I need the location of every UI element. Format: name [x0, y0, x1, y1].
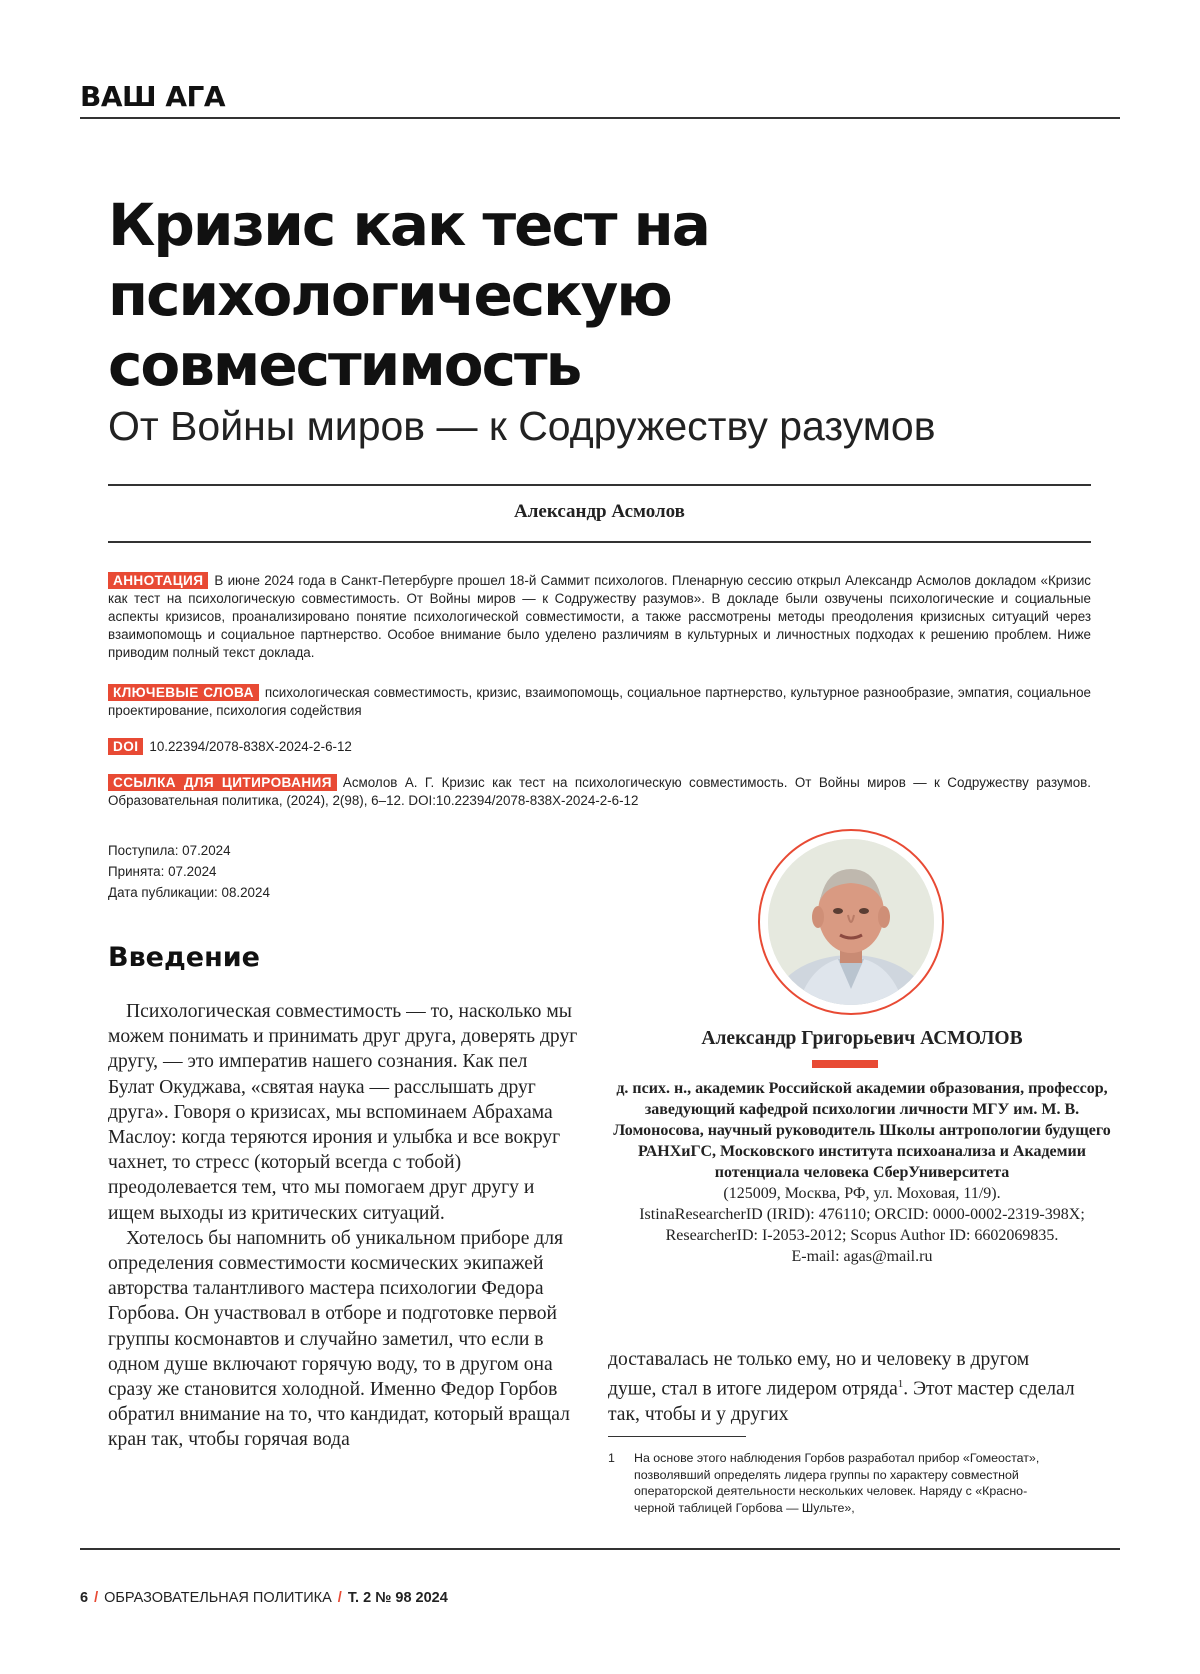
body-column-left	[108, 999, 578, 1453]
journal-name: ОБРАЗОВАТЕЛЬНАЯ ПОЛИТИКА	[104, 1590, 332, 1606]
journal-issue: Т. 2 № 98 2024	[348, 1590, 448, 1606]
footnote-number: 1	[608, 1450, 615, 1467]
body-column-right	[608, 1347, 1078, 1427]
citation-label: ССЫЛКА ДЛЯ ЦИТИРОВАНИЯ	[108, 774, 337, 791]
bio-credentials: д. псих. н., академик Российской академии образования, профессор, заведующий кафедрой психологии личности МГУ им. М. В. Ломоносова, научный руководитель Школы антропологии будущего РАНХиГС, Московского института психоанализа и Академии потенциала человека СберУниверситета	[612, 1078, 1112, 1183]
body-paragraph: Психологическая совместимость — то, насколько мы можем понимать и принимать друг друга, доверять друг другу, — это императив нашего сознания. Как пел Булат Окуджава, «святая наука — расслышать друг друга». Говоря о кризисах, мы вспоминаем Абрахама Маслоу: когда теряются ирония и улыбка и все вокруг чахнет, то стресс (который всегда с тобой) преодолевается тем, что мы помогаем друг другу и ищем выходы из критических ситуаций.	[108, 999, 578, 1226]
page-number: 6	[80, 1590, 88, 1606]
header-divider	[80, 117, 1120, 119]
date-received: Поступила: 07.2024	[108, 840, 270, 861]
bio-details	[612, 1078, 1112, 1267]
section-rubric: ВАШ АГА	[80, 80, 225, 113]
article-author: Александр Асмолов	[108, 501, 1091, 523]
footnote-reference[interactable]: 1	[898, 1378, 904, 1390]
annotation-label: АННОТАЦИЯ	[108, 572, 208, 589]
citation-block	[108, 774, 1091, 810]
bio-accent-bar	[812, 1060, 878, 1068]
keywords-text: психологическая совместимость, кризис, взаимопомощь, социальное партнерство, культурное разнообразие, эмпатия, социальное проектирование, психология содействия	[108, 685, 1091, 718]
citation-text: Асмолов А. Г. Кризис как тест на психологическую совместимость. От Войны миров — к Содружеству разумов. Образовательная политика, (2024), 2(98), 6–12. DOI:10.22394/2078-838X-2024-2-6-12	[108, 775, 1091, 808]
date-accepted: Принята: 07.2024	[108, 861, 270, 882]
body-continued-text: доставалась не только ему, но и человеку в другом душе, стал в итоге лидером отряда	[608, 1349, 1029, 1400]
footer-separator: /	[94, 1590, 98, 1606]
page-footer	[80, 1590, 448, 1606]
dates-block	[108, 840, 270, 903]
article-subtitle: От Войны миров — к Содружеству разумов	[108, 402, 1048, 450]
footnote-divider	[608, 1436, 746, 1437]
keywords-label: КЛЮЧЕВЫЕ СЛОВА	[108, 684, 259, 701]
bio-author-name: Александр Григорьевич АСМОЛОВ	[612, 1028, 1112, 1050]
footnote-text: На основе этого наблюдения Горбов разработал прибор «Гомеостат», позволявший определять лидера группы по характеру совместной операторской деятельности нескольких человек. Наряду с «Красно-черной таблицей Горбова — Шульте»,	[634, 1450, 1068, 1516]
doi-label: DOI	[108, 738, 143, 755]
annotation-block	[108, 572, 1091, 662]
author-portrait	[768, 839, 934, 1005]
doi-text[interactable]: 10.22394/2078-838X-2024-2-6-12	[149, 739, 352, 754]
bio-address: (125009, Москва, РФ, ул. Моховая, 11/9).	[612, 1183, 1112, 1204]
bio-ids: IstinaResearcherID (IRID): 476110; ORCID: 0000-0002-2319-398X; ResearcherID: I-2053-2012; Scopus Author ID: 6602069835.	[612, 1204, 1112, 1246]
body-paragraph: Хотелось бы напомнить об уникальном приборе для определения совместимости космических экипажей авторства талантливого мастера психологии Федора Горбова. Он участвовал в отборе и подготовке первой группы космонавтов и случайно заметил, что если в одном душе включают горячую воду, то в другом она сразу же становится холодной. Именно Федор Горбов обратил внимание на то, что кандидат, который вращал кран так, чтобы горячая вода	[108, 1226, 578, 1453]
author-divider-bottom	[108, 541, 1091, 543]
person-portrait-icon	[768, 839, 934, 1005]
author-divider-top	[108, 484, 1091, 486]
footer-separator: /	[338, 1590, 342, 1606]
article-title: Кризис как тест на психологическую совместимость	[108, 190, 1008, 400]
date-published: Дата публикации: 08.2024	[108, 882, 270, 903]
doi-block	[108, 738, 1091, 756]
body-continued-end: . Этот мастер сделал так, чтобы и у других	[608, 1379, 1075, 1425]
intro-heading: Введение	[108, 942, 260, 973]
annotation-text: В июне 2024 года в Санкт-Петербурге прошел 18-й Саммит психологов. Пленарную сессию открыл Александр Асмолов докладом «Кризис как тест на психологическую совместимость. От Войны миров — к Содружеству разумов». В докладе были озвучены психологические и социальные аспекты кризисов, проанализировано понятие психологической совместимости, а также рассмотрены методы преодоления кризисных ситуаций через взаимопомощь и социальное партнерство. Особое внимание было уделено различиям в культурных и личностных подходах к решению проблем. Ниже приводим полный текст доклада.	[108, 573, 1091, 660]
bio-email[interactable]: E-mail: agas@mail.ru	[612, 1246, 1112, 1267]
footer-divider	[80, 1548, 1120, 1550]
keywords-block	[108, 684, 1091, 720]
footnote	[608, 1450, 1068, 1516]
